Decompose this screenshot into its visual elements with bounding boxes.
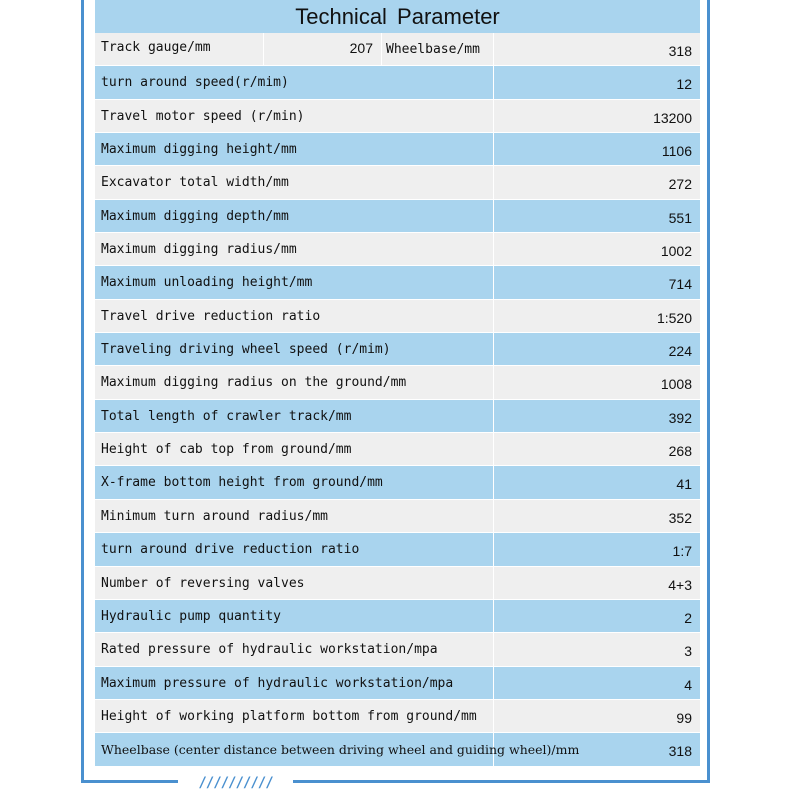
param-label: Maximum digging radius on the ground/mm bbox=[95, 366, 494, 398]
table-row bbox=[95, 166, 700, 199]
param-value: 3 bbox=[684, 643, 692, 660]
table-row bbox=[95, 500, 700, 533]
param-label: Number of reversing valves bbox=[95, 567, 494, 599]
param-value: 352 bbox=[668, 509, 692, 526]
table-row bbox=[95, 600, 700, 633]
param-label: turn around drive reduction ratio bbox=[95, 533, 494, 565]
table-row bbox=[95, 66, 700, 99]
param-value: 13200 bbox=[653, 109, 692, 126]
table-row bbox=[95, 533, 700, 566]
param-label: turn around speed(r/mim) bbox=[95, 66, 494, 98]
param-label: Travel drive reduction ratio bbox=[95, 300, 494, 332]
table-row bbox=[95, 466, 700, 499]
param-label: Traveling driving wheel speed (r/mim) bbox=[95, 333, 494, 365]
param-value: 99 bbox=[676, 709, 692, 726]
param-label: X-frame bottom height from ground/mm bbox=[95, 466, 494, 498]
param-label: Height of cab top from ground/mm bbox=[95, 433, 494, 465]
param-value: 4+3 bbox=[668, 576, 692, 593]
param-label: Wheelbase (center distance between driving wheel and guiding wheel)/mm bbox=[95, 733, 494, 765]
param-label: Excavator total width/mm bbox=[95, 166, 494, 198]
param-label: Rated pressure of hydraulic workstation/mpa bbox=[95, 633, 494, 665]
param-value: 1106 bbox=[661, 143, 692, 160]
param-label: Travel motor speed (r/min) bbox=[95, 100, 494, 132]
table-row bbox=[95, 100, 700, 133]
param-value: 4 bbox=[684, 676, 692, 693]
param-value: 714 bbox=[668, 276, 692, 293]
track-gauge-label: Track gauge/mm bbox=[95, 33, 264, 65]
table-row bbox=[95, 133, 700, 166]
param-label: Maximum unloading height/mm bbox=[95, 266, 494, 298]
param-value: 41 bbox=[676, 476, 692, 493]
param-value: 1:520 bbox=[656, 309, 692, 326]
param-label: Maximum digging height/mm bbox=[95, 133, 494, 165]
param-value: 318 bbox=[668, 743, 692, 760]
table-row bbox=[95, 700, 700, 733]
table-row bbox=[95, 333, 700, 366]
table-row bbox=[95, 567, 700, 600]
table-row bbox=[95, 33, 700, 66]
param-label: Minimum turn around radius/mm bbox=[95, 500, 494, 532]
table-row bbox=[95, 366, 700, 399]
param-value: 1:7 bbox=[672, 543, 692, 560]
table-row bbox=[95, 266, 700, 299]
param-value: 224 bbox=[668, 343, 692, 360]
table-row bbox=[95, 667, 700, 700]
param-value: 272 bbox=[668, 176, 692, 193]
table-row bbox=[95, 400, 700, 433]
param-value: 2 bbox=[684, 609, 692, 626]
table-row bbox=[95, 300, 700, 333]
param-label: Maximum digging radius/mm bbox=[95, 233, 494, 265]
wheelbase-label: Wheelbase/mm bbox=[382, 33, 494, 65]
table-row bbox=[95, 200, 700, 233]
param-label: Hydraulic pump quantity bbox=[95, 600, 494, 632]
param-value: 551 bbox=[668, 209, 692, 226]
wheelbase-value: 318 bbox=[668, 43, 692, 59]
param-value: 1002 bbox=[660, 243, 692, 260]
table-row bbox=[95, 733, 700, 766]
table-row bbox=[95, 633, 700, 666]
table-title: Technical Parameter bbox=[95, 0, 700, 33]
parameter-table bbox=[95, 33, 700, 767]
param-label: Total length of crawler track/mm bbox=[95, 400, 494, 432]
param-value: 392 bbox=[668, 409, 692, 426]
param-label: Maximum pressure of hydraulic workstation/mpa bbox=[95, 667, 494, 699]
param-value: 268 bbox=[668, 443, 692, 460]
track-gauge-value: 207 bbox=[264, 33, 382, 65]
footer-stripe-decoration: ////////// bbox=[178, 776, 293, 790]
table-row bbox=[95, 433, 700, 466]
param-value: 12 bbox=[676, 76, 692, 93]
param-value: 1008 bbox=[660, 376, 692, 393]
param-label: Maximum digging depth/mm bbox=[95, 200, 494, 232]
param-label: Height of working platform bottom from ground/mm bbox=[95, 700, 494, 732]
table-row bbox=[95, 233, 700, 266]
